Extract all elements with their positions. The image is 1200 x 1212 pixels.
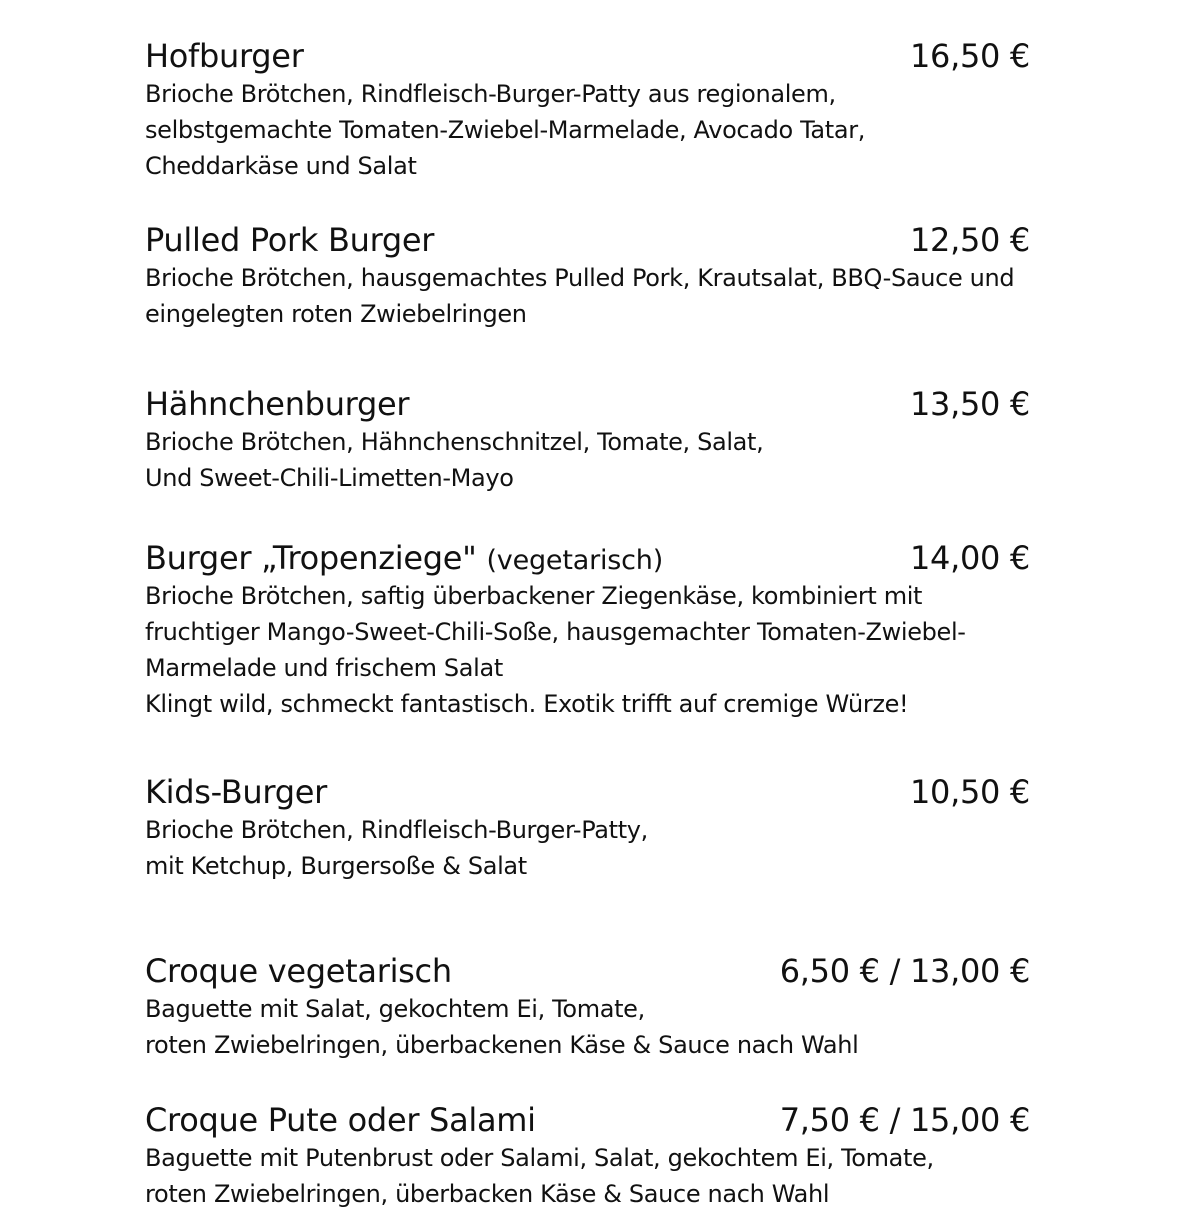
item-name: Hähnchenburger [145, 385, 410, 423]
item-description [145, 260, 1045, 332]
menu-item-croque-vegetarisch [145, 951, 1045, 1063]
item-name: Croque Pute oder Salami [145, 1101, 536, 1139]
item-name [145, 538, 663, 581]
item-description [145, 812, 1045, 884]
description-line: Brioche Brötchen, Hähnchenschnitzel, Tomate, Salat, [145, 428, 764, 456]
description-line: roten Zwiebelringen, überbacken Käse & Sauce nach Wahl [145, 1180, 830, 1208]
menu-item-pulled-pork-burger [145, 220, 1045, 332]
menu-item-haehnchenburger [145, 384, 1045, 496]
item-header [145, 538, 1045, 578]
menu-item-croque-pute-oder-salami [145, 1100, 1045, 1212]
item-name-suffix: (vegetarisch) [486, 545, 664, 576]
description-line: Cheddarkäse und Salat [145, 152, 417, 180]
description-line: Und Sweet-Chili-Limetten-Mayo [145, 464, 514, 492]
description-line: Brioche Brötchen, hausgemachtes Pulled Pork, Krautsalat, BBQ-Sauce und [145, 264, 1015, 292]
description-line: Baguette mit Salat, gekochtem Ei, Tomate, [145, 995, 645, 1023]
description-line: fruchtiger Mango-Sweet-Chili-Soße, hausgemachter Tomaten-Zwiebel- [145, 618, 966, 646]
item-header [145, 951, 1045, 991]
item-description [145, 578, 1045, 722]
item-name: Kids-Burger [145, 773, 327, 811]
description-line: Baguette mit Putenbrust oder Salami, Salat, gekochtem Ei, Tomate, [145, 1144, 934, 1172]
item-description [145, 424, 1045, 496]
description-line: selbstgemachte Tomaten-Zwiebel-Marmelade, Avocado Tatar, [145, 116, 866, 144]
description-line: Brioche Brötchen, Rindfleisch-Burger-Patty aus regionalem, [145, 80, 836, 108]
description-line: eingelegten roten Zwiebelringen [145, 300, 527, 328]
item-price: 7,50 € / 15,00 € [779, 1101, 1030, 1139]
item-price: 10,50 € [909, 773, 1030, 811]
item-price: 14,00 € [909, 539, 1030, 577]
item-header [145, 1100, 1045, 1140]
menu-item-burger-tropenziege [145, 538, 1045, 722]
item-name: Pulled Pork Burger [145, 221, 435, 259]
item-header [145, 220, 1045, 260]
description-line: Marmelade und frischem Salat [145, 654, 503, 682]
item-header [145, 772, 1045, 812]
description-line: roten Zwiebelringen, überbackenen Käse & Sauce nach Wahl [145, 1031, 859, 1059]
item-description [145, 991, 1045, 1063]
item-header [145, 36, 1045, 76]
item-price: 16,50 € [909, 37, 1030, 75]
menu-item-hofburger [145, 36, 1045, 184]
item-header [145, 384, 1045, 424]
description-line: mit Ketchup, Burgersoße & Salat [145, 852, 527, 880]
description-line: Brioche Brötchen, saftig überbackener Ziegenkäse, kombiniert mit [145, 582, 923, 610]
item-name-main: Burger „Tropenziege" [145, 539, 477, 577]
item-name: Croque vegetarisch [145, 952, 452, 990]
item-price: 6,50 € / 13,00 € [779, 952, 1030, 990]
item-description [145, 76, 1045, 184]
item-price: 13,50 € [909, 385, 1030, 423]
item-description [145, 1140, 1045, 1212]
item-price: 12,50 € [909, 221, 1030, 259]
item-name: Hofburger [145, 37, 304, 75]
description-line: Klingt wild, schmeckt fantastisch. Exotik trifft auf cremige Würze! [145, 690, 909, 718]
menu-item-kids-burger [145, 772, 1045, 884]
description-line: Brioche Brötchen, Rindfleisch-Burger-Patty, [145, 816, 648, 844]
